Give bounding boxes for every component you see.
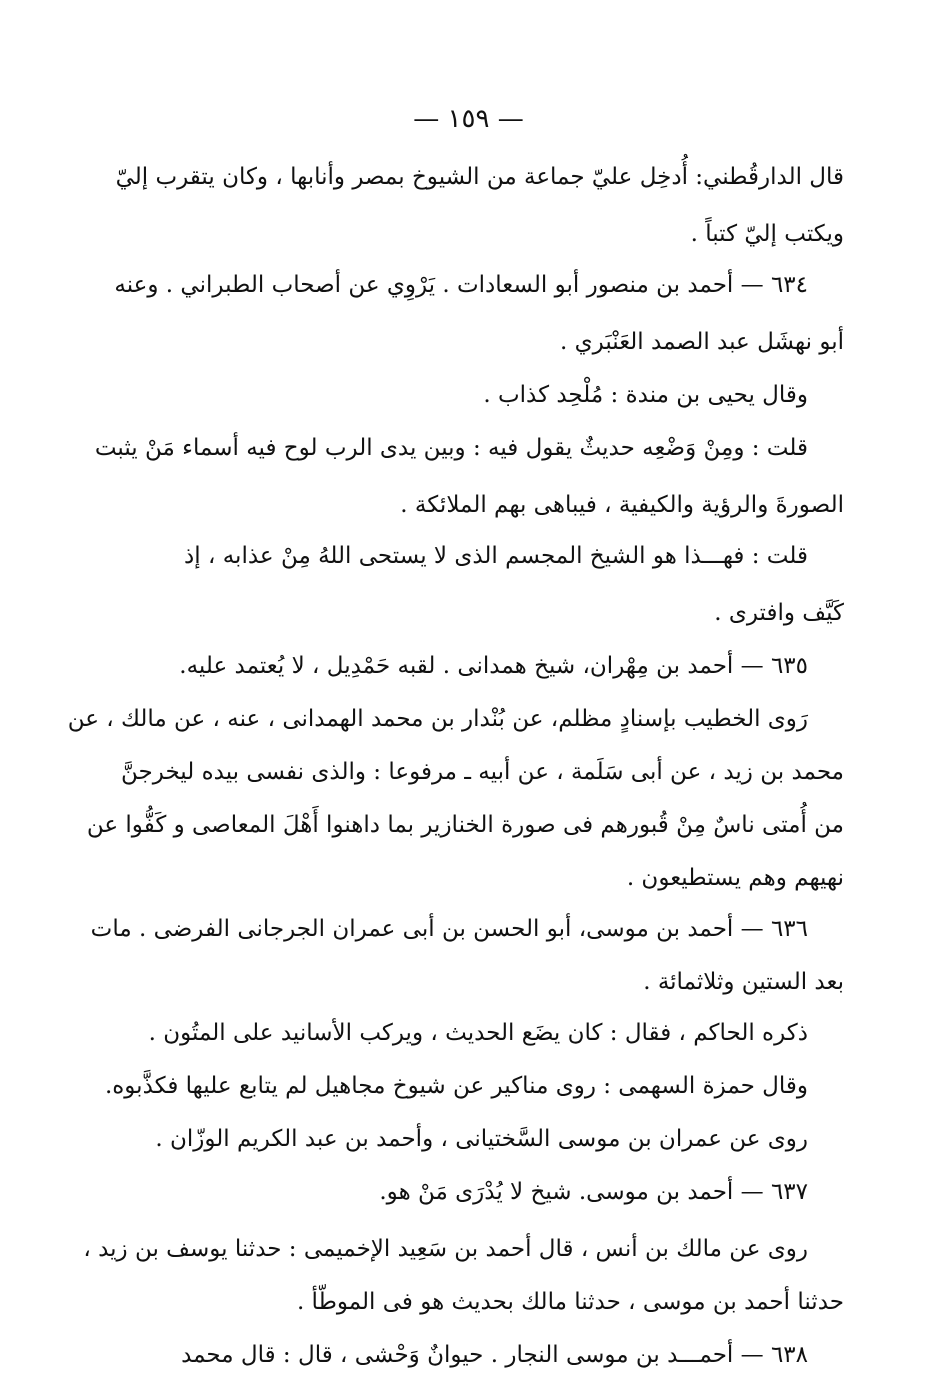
text-line: كَيَّف وافترى . xyxy=(714,600,844,626)
entry-636-heading: ٦٣٦ — أحمد بن موسى، أبو الحسن بن أبى عمران الجرجانى الفرضى . مات xyxy=(90,916,808,942)
page-text xyxy=(67,162,844,1371)
text-line: وقال يحيى بن مندة : مُلْحِد كذاب . xyxy=(483,382,808,408)
text-line: نهيهم وهم يستطيعون . xyxy=(626,865,844,891)
text-line: قال الدارقُطني: أُدخِل عليّ جماعة من الشيوخ بمصر وأنابها ، وكان يتقرب إليّ xyxy=(115,164,844,190)
text-line: ذكره الحاكم ، فقال : كان يضَع الحديث ، ويركب الأسانيد على المتُون . xyxy=(148,1020,808,1046)
entry-638-heading: ٦٣٨ — أحمـــد بن موسى النجار . حيوانٌ وَحْشى ، قال : قال محمد xyxy=(181,1342,808,1368)
text-line: روى عن مالك بن أنس ، قال أحمد بن سَعِيد الإخميمى : حدثنا يوسف بن زيد ، xyxy=(83,1236,808,1262)
text-line: أبو نهشَل عبد الصمد العَنْبَري . xyxy=(560,329,844,355)
page-number: — ١٥٩ — xyxy=(413,104,524,134)
text-line: من أُمتى ناسٌ مِنْ قُبورهم فى صورة الخنازير بما داهنوا أَهْلَ المعاصى و كَفُّوا عن xyxy=(86,812,844,838)
text-line: قلت : فهـــذا هو الشيخ المجسم الذى لا يستحى اللهُ مِنْ عذابه ، إذ xyxy=(184,543,808,569)
text-line: وقال حمزة السهمى : روى مناكير عن شيوخ مجاهيل لم يتابع عليها فكذَّبوه. xyxy=(104,1073,808,1099)
text-line: محمد بن زيد ، عن أبى سَلَمة ، عن أبيه ـ مرفوعا : والذى نفسى بيده ليخرجنَّ xyxy=(121,759,844,785)
text-line: بعد الستين وثلاثمائة . xyxy=(643,969,844,995)
text-line: رَوى الخطيب بإسنادٍ مظلم، عن بُنْدار بن محمد الهمدانى ، عنه ، عن مالك ، عن xyxy=(67,706,808,732)
text-line: حدثنا أحمد بن موسى ، حدثنا مالك بحديث هو فى الموطّأ . xyxy=(296,1289,844,1315)
entry-637-heading: ٦٣٧ — أحمد بن موسى. شيخ لا يُدْرَى مَنْ هو. xyxy=(379,1179,808,1205)
text-line: الصورةَ والرؤية والكيفية ، فيباهى بهم الملائكة . xyxy=(400,492,844,518)
text-line: ويكتب إليّ كتباً . xyxy=(690,221,844,247)
entry-635-heading: ٦٣٥ — أحمد بن مِهْران، شيخ همدانى . لقبه حَمْدِيل ، لا يُعتمد عليه. xyxy=(179,653,808,679)
text-line: روى عن عمران بن موسى السَّختيانى ، وأحمد بن عبد الكريم الوزّان . xyxy=(155,1126,808,1152)
entry-634-heading: ٦٣٤ — أحمد بن منصور أبو السعادات . يَرْوِي عن أصحاب الطبراني . وعنه xyxy=(114,272,808,298)
text-line: قلت : ومِنْ وَضْعِه حديثٌ يقول فيه : وبين يدى الرب لوح فيه أسماء مَنْ يثبت xyxy=(94,435,808,461)
